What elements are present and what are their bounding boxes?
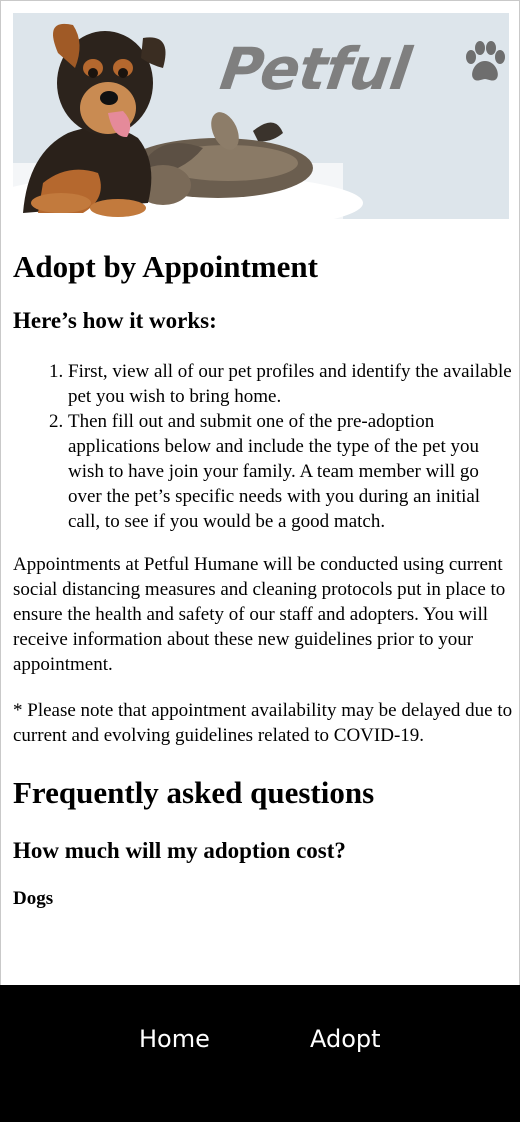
faq-question: How much will my adoption cost? <box>13 838 346 863</box>
covid-note: * Please note that appointment availability may be delayed due to current and evolving guidelines related to COVID-19. <box>13 700 513 746</box>
brand-logo: Petful <box>216 35 415 103</box>
bottom-nav <box>0 985 520 1122</box>
page-title: Adopt by Appointment <box>13 249 318 284</box>
appointments-paragraph: Appointments at Petful Humane will be conducted using current social distancing measures and cleaning protocols put in place to ensure the health and safety of our staff and adopters. You will receive information about these new guidelines prior to your appointment. <box>13 554 506 675</box>
how-it-works-heading: Here’s how it works: <box>13 308 217 333</box>
step-item: 1. First, view all of our pet profiles and identify the available pet you wish to bring home. <box>68 359 513 409</box>
step-item: 2. Then fill out and submit one of the pre-adoption applications below and include the type of the pet you wish to have join your family. A team member will go over the pet’s specific needs with you during an initial call, to see if you would be a good match. <box>68 409 513 534</box>
faq-category-dogs: Dogs <box>13 888 54 909</box>
steps-list <box>13 359 513 534</box>
paw-icon <box>461 39 509 87</box>
main-content <box>13 240 513 911</box>
nav-link-home[interactable]: Home <box>139 1025 210 1053</box>
header-banner <box>13 13 509 219</box>
faq-heading: Frequently asked questions <box>13 775 375 810</box>
nav-link-adopt[interactable]: Adopt <box>310 1025 381 1053</box>
